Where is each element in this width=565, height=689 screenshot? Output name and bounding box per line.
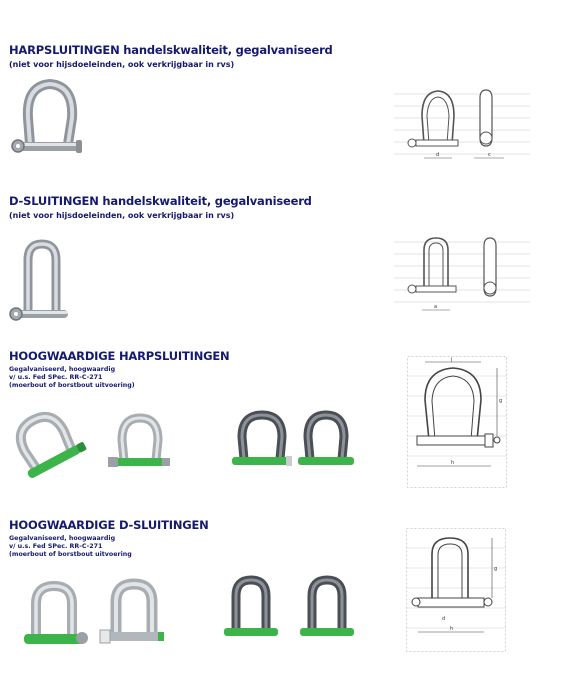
d-shackle-dark-image-2 bbox=[298, 574, 356, 650]
bow-shackle-green-pin-image bbox=[8, 408, 90, 482]
section-title-hoogwaardige-d-sluitingen: HOOGWAARDIGE D-SLUITINGEN bbox=[9, 518, 209, 532]
d-shackle-green-pin-image bbox=[18, 580, 90, 656]
dim-label-j: j bbox=[451, 357, 453, 363]
section-title-harpsluitingen: HARPSLUITINGEN handelskwaliteit, gegalvaniseerd bbox=[9, 43, 333, 57]
dim-label-h: h bbox=[450, 626, 454, 632]
detail-line-1: Gegalvaniseerd, hoogwaardig bbox=[9, 366, 116, 373]
high-grade-d-shackle-drawing bbox=[406, 528, 506, 652]
detail-line-3: (moerbout of borstbout uitvoering) bbox=[9, 382, 135, 389]
section-title-d-sluitingen: D-SLUITINGEN handelskwaliteit, gegalvaniseerd bbox=[9, 194, 312, 208]
bow-shackle-dark-image-2 bbox=[296, 409, 356, 479]
dim-label-a: a bbox=[434, 304, 438, 310]
detail-line-3: (moerbout of borstbout uitvoering bbox=[9, 551, 132, 558]
detail-line-2: v/ u.s. Fed SPec. RR-C-271 bbox=[9, 543, 103, 550]
d-shackle-bolt-image bbox=[96, 578, 166, 656]
detail-line-1: Gegalvaniseerd, hoogwaardig bbox=[9, 535, 116, 542]
dim-label-d: d bbox=[436, 152, 440, 158]
high-grade-bow-shackle-drawing bbox=[407, 356, 507, 488]
d-shackle-technical-drawing bbox=[394, 232, 530, 318]
section-title-hoogwaardige-harpsluitingen: HOOGWAARDIGE HARPSLUITINGEN bbox=[9, 349, 230, 363]
section-subtitle-harpsluitingen: (niet voor hijsdoeleinden, ook verkrijgbaar in rvs) bbox=[9, 60, 235, 69]
dim-label-g: g bbox=[499, 398, 503, 404]
d-shackle-dark-image-1 bbox=[222, 574, 280, 650]
bow-shackle-dark-image-1 bbox=[228, 409, 296, 479]
dim-label-c: c bbox=[488, 152, 491, 158]
bow-shackle-bolt-green-image bbox=[106, 412, 172, 478]
dim-label-h: h bbox=[451, 460, 455, 466]
bow-shackle-image bbox=[8, 78, 88, 172]
d-shackle-image bbox=[6, 238, 76, 334]
detail-line-2: v/ u.s. Fed SPec. RR-C-271 bbox=[9, 374, 103, 381]
bow-shackle-technical-drawing bbox=[394, 86, 530, 164]
section-subtitle-d-sluitingen: (niet voor hijsdoeleinden, ook verkrijgbaar in rvs) bbox=[9, 211, 235, 220]
dim-label-d: d bbox=[442, 616, 446, 622]
dim-label-g: g bbox=[494, 566, 498, 572]
